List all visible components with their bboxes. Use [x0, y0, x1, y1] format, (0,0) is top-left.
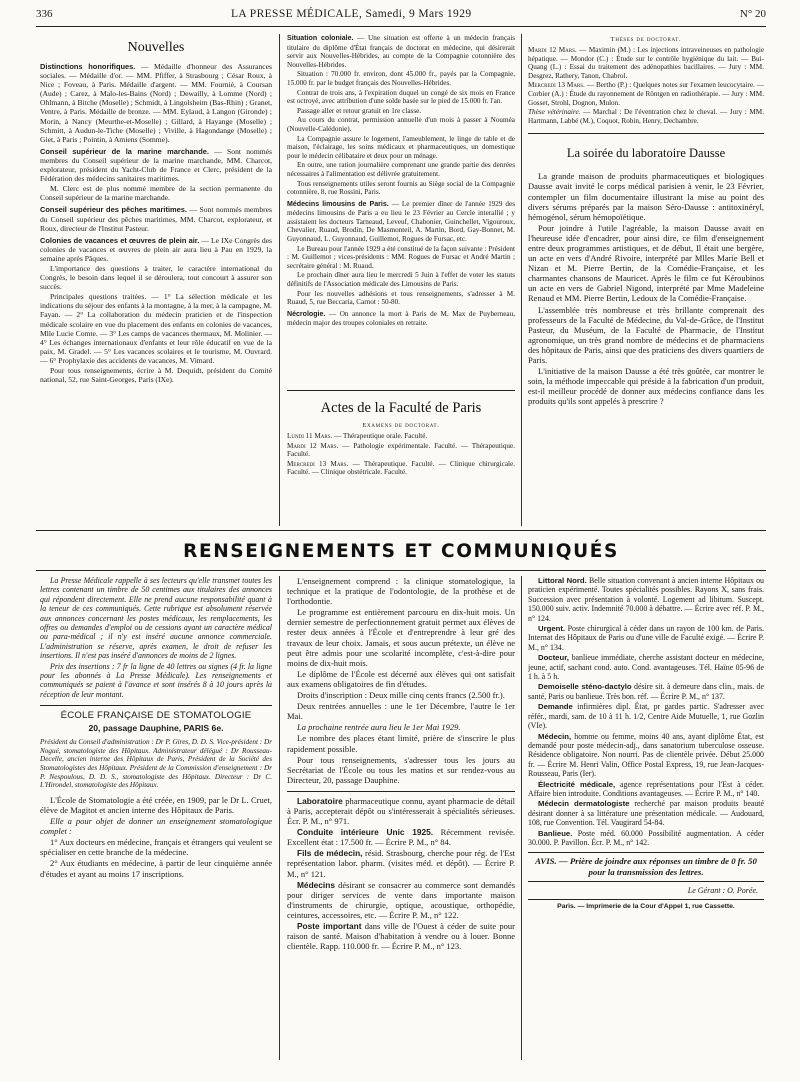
gerant-line: Le Gérant : O. Porée. [687, 886, 758, 896]
column-rule-1 [279, 34, 280, 526]
colonies-paragraph [40, 236, 272, 263]
mid-ads-rule [287, 791, 515, 792]
peches-paragraph [40, 205, 272, 232]
mid-p1: L'enseignement comprend : la clinique stomatologique, la technique et la pratique de l'odontologie, de la prothèse et de l'orthodontie. [287, 576, 515, 607]
renseignements-title: RENSEIGNEMENTS ET COMMUNIQUÉS [183, 541, 619, 562]
renseignements-intro [40, 576, 272, 661]
ad-mid-5-text: dans ville de l'Ouest à céder de suite pour raison de santé. Maison d'habitation à vendre ou à louer. Bonne clientèle. Rapp. 110.000 fr. — Écrire P. M., n° 123. [287, 921, 515, 952]
ad-right-9-text: Poste méd. 60.000 Possibilité augmentation. A céder 30.000. P. Pavillon. Écr. P. M., n° 142. [528, 828, 764, 847]
situation-body-5: Au cours du contrat, permission annuelle d'un mois à passer à Nouméa (Nouvelle-Calédonie). [287, 116, 515, 133]
marine-body-2: M. Clerc est de plus nommé membre de la section permanente du Conseil supérieur de la marine marchande. [40, 184, 272, 203]
ad-right-6-head: Médecin, [538, 731, 572, 741]
mid-p6: La prochaine rentrée aura lieu le 1er Mai 1929. [297, 722, 461, 733]
middle-column [287, 34, 515, 386]
these-1-text: — Maximin (M.) : Les injections intraveineuses en pathologie hépatique. — Mondor (C.) : Étude sur le contrôle hygiénique du lait. — Bui-Quang (L.) : Essai du traitement des adénopathies bacillaires. — Jury : MM. Desgrez, Rathery, Tanon, Chabrol. [528, 46, 764, 80]
necrologie-body: — On annonce la mort à Paris de M. Max de Puyberneau, médecin major des troupes coloniales en retraite. [287, 309, 515, 328]
ad-right-5-text: infirmières dipl. État, pr gardes partic. S'adresser avec référ., mardi, sam. de 10 à 11 h. 1/2, Centre Aide Mutuelle, 1, rue Gozlin (VIe). [528, 702, 764, 731]
situation-body-7: En outre, une ration journalière comprenant une grande partie des denrées nécessaires à l'alimentation est délivrée gratuitement. [287, 161, 515, 178]
faculte-item-3-text: — Thérapeutique. Faculté. — Clinique chirurgicale. Faculté. — Clinique obstétricale. Faculté. [287, 459, 515, 477]
ecole-p3: 1° Aux docteurs en médecine, français et étrangers qui veulent se spécialiser en cette branche de la médecine. [40, 837, 272, 858]
page-header [36, 8, 766, 24]
limousins-body-2: Le Bureau pour l'année 1929 a été constitué de la façon suivante : Président : M. Guillemot ; vices-présidents : MM. Rogues de Fursac et André Martin ; secrétaire général : M. Ruaud. [287, 244, 515, 270]
ad-right-1-head: Littoral Nord. [538, 576, 587, 585]
ad-right-7-head: Électricité médicale, [538, 779, 616, 789]
nouvelles-column [40, 36, 272, 526]
distinctions-heading: Distinctions honorifiques. [40, 62, 136, 71]
these-1-date: Mardi 12 Mars. [528, 46, 577, 54]
column-rule-4 [521, 576, 522, 1060]
ad-right-5 [528, 702, 764, 730]
page-number: 336 [36, 8, 53, 20]
ad-mid-3-text: résid. Strasbourg, cherche pour rég. de l'Est représentation labor. pharm. (visites méd. et dépôt). — Écrire P. M., n° 121. [287, 848, 515, 879]
necrologie-paragraph [287, 310, 515, 328]
distinctions-paragraph [40, 62, 272, 144]
soiree-p2: Pour joindre à l'utile l'agréable, la maison Dausse avait en l'heureuse idée d'encadrer, pour ainsi dire, ce film d'enseignement entre deux programmes artistiques, et de début, Il était une bergère, un acte en vers d'André Rivoire, interprété par Mlles Marie Bell et Nizan et M. Pierre Bertin, de la Comédie-Française, et les charmantes chansons de Mauricet. Après le film ce fut Kéroubinos un acte en vers de Gabriel Nigond, interprété par Mme Madeleine Renaud et MM. Pierre Bertin, Ledoux de la Comédie-Française. [528, 222, 764, 304]
mid-p8: Pour tous renseignements, s'adresser tous les jours au Secrétariat de l'École ou tous les matins et sur rendez-vous au Directeur, 20, passage Dauphine. [287, 754, 515, 785]
soiree-p4: L'initiative de la maison Dausse a été très goûtée, car montrer le soin, la méthode impeccable qui préside à la fabrication d'un produit, est-il meilleur procédé de donner aux médecins confiance dans les produits qu'ils sont appelés à prescrire ? [528, 366, 764, 407]
these-3 [528, 108, 764, 125]
peches-body: — Sont nommés membres du Conseil supérieur des pêches maritimes, MM. Charcot, explorateur, et Roux, directeur de l'Institut Pasteur. [40, 205, 272, 233]
faculte-item-1-date: Lundi 11 Mars. [287, 432, 333, 440]
mid-p5: Deux rentrées annuelles : une le 1er Décembre, l'autre le 1er Mai. [287, 701, 515, 722]
these-3-date: Thèse vétérinaire. [528, 108, 581, 117]
ad-right-6-text: homme ou femme, moins 40 ans, ayant diplôme État, est demandé pour poste médecin-adj., dans sanatorium tuberculose osseuse. Résidence obligatoire. Non nourri. Pas de clientèle privée. Début 25.000 fr. — Écrire M. Henri Valin, Office Postal Express, 19, rue Jean-Jacques-Rousseau, Paris (Ier). [528, 731, 764, 779]
ad-mid-2-head: Conduite intérieure Unic 1925. [297, 827, 434, 838]
ad-right-2-text: Poste chirurgical à céder dans un rayon de 100 km. de Paris. Internat des Hôpitaux de Paris ou d'une ville de Faculté exigé. — Écrire P. M., n° 134. [528, 624, 764, 652]
situation-body-3: Contrat de trois ans, à l'expiration duquel un congé de six mois en France est octroyé, avec attribution d'une solde basée sur le pied de 15.000 fr. l'an. [287, 88, 515, 106]
ad-mid-5 [287, 921, 515, 951]
faculte-subhead: Examens de doctorat. [362, 422, 440, 429]
colonies-heading: Colonies de vacances et œuvres de plein air. [40, 235, 200, 245]
avis-bottom-rule [528, 881, 764, 882]
column-rule-2 [521, 34, 522, 526]
ad-mid-4-text: désirant se consacrer au commerce sont demandés pour diriger services de vente dans importante maison d'instruments de chirurgie, optique, acoustique, orthopédie, ceintures, accessoires, etc. — Écrire P. M., n° 122. [287, 879, 515, 920]
mid-p2: Le programme est entièrement parcouru en dix-huit mois. Un dernier semestre de perfectionnement gratuit permet aux élèves de rester deux années à l'École et d'entreprendre à leur gré des travaux de leur choix. Jamais, et sous aucun prétexte, un élève ne peut être admis pour une scolarité incomplète, c'est-à-dire pour moins de dix-huit mois. [287, 607, 515, 668]
limousins-paragraph [287, 200, 515, 244]
mid-p4: Droits d'inscription : Deux mille cinq cents francs (2.500 fr.). [297, 690, 505, 701]
ad-mid-2 [287, 827, 515, 847]
ad-right-9 [528, 829, 764, 848]
situation-body-2: Situation : 70.000 fr. environ, dont 45.000 fr., payés par la Compagnie, 15.000 fr. par le budget français des Nouvelles-Hébrides. [287, 70, 515, 87]
ecole-address: 20, passage Dauphine, PARIS 6e. [88, 723, 224, 734]
limousins-heading: Médecins limousins de Paris. [287, 200, 389, 208]
soiree-p3: L'assemblée très nombreuse et très brillante comprenait des professeurs de la Faculté de Médecine, du Val-de-Grâce, de l'Institut Pasteur, du Muséum, de la Faculté de Pharmacie, de l'Institut agronomique, un très grand nombre de médecins et de pharmaciens des hôpitaux de Paris, ainsi que des praticiens des divers quartiers de Paris. [528, 304, 764, 366]
faculte-item-1-text: — Thérapeutique orale. Faculté. [334, 432, 428, 440]
ad-right-9-head: Banlieue. [538, 828, 573, 838]
these-3-text: — Marchal : De l'éventration chez le cheval. — Jury : MM. Hartmann, Labbé (M.), Coquot, Robin, Henry, Dechambre. [528, 108, 764, 125]
bottom-middle-column [287, 576, 515, 1076]
ad-right-8-text: recherché par maison produits beauté désirant donner à sa littérature une présentation médicale. — Audouard, 108, rue Convention. Tél. Vaugirard 54-84. [528, 799, 764, 828]
ad-mid-4 [287, 880, 515, 920]
header-rule [36, 26, 766, 27]
ad-right-3-text: banlieue immédiate, cherche assistant docteur en médecine, jeune, actif, sachant cond. auto. Cond. avantageuses. Tél. Haïne 05-96 de 1 h. à 5 h. [528, 653, 764, 682]
ad-mid-2-text: Récemment revisée. Excellent état : 17.500 fr. — Écrire P. M., n° 84. [287, 827, 515, 848]
bottom-right-column [528, 576, 764, 1076]
ad-mid-3-head: Fils de médecin, [297, 848, 363, 859]
faculte-item-3-date: Mercredi 13 Mars. [287, 459, 349, 468]
ecole-p4: 2° Aux étudiants en médecine, à partir de leur cinquième année d'études et ayant au moins 17 inscriptions. [40, 858, 272, 879]
mid-p7: Le nombre des places étant limité, prière de s'inscrire le plus rapidement possible. [287, 733, 515, 754]
ad-right-2-head: Urgent. [538, 624, 566, 634]
ad-right-4-head: Demoiselle sténo-dactylo [538, 682, 632, 692]
theses-subhead: Thèses de doctorat. [610, 36, 682, 43]
situation-body-8: Tous renseignements utiles seront fournis au Siège social de la Compagnie cotonnière, 8, rue Rossini, Paris. [287, 179, 515, 197]
these-2-date: Mercredi 13 Mars. [528, 81, 585, 90]
these-2-text: — Bertho (P.) : Quelques notes sur l'examen leucocytaire. — Corbier (A.) : Étude du rayonnement de Röntgen en radiothérapie. — Jury : MM. Gosset, Strohl, Dognon, Mulon. [528, 81, 764, 107]
imprimerie-line: Paris. — Imprimerie de la Cour d'Appel 1, rue Cassette. [557, 903, 735, 911]
issue-number: N° 20 [739, 8, 766, 20]
banner-bottom-rule [36, 570, 766, 571]
ad-right-4 [528, 682, 764, 701]
ad-right-3 [528, 653, 764, 681]
renseignements-intro-text: La Presse Médicale rappelle à ses lecteurs qu'elle transmet toutes les lettres contenant un timbre de 50 centimes aux titulaires des annonces qui répondent directement. Elle ne prend aucune responsabilité quant à la teneur de ces communiqués. Cette rubrique est absolument réservée aux annonces concernant les postes médicaux, les remplacements, les offres ou demandes d'emploi ou de cessions ayant un caractère médical ou para-médical ; il n'y est inséré aucune annonce commerciale. L'administration se réserve, après examen, le droit de refuser les insertions. Il n'est pas inséré d'annonces de moins de 2 lignes. [40, 576, 272, 661]
renseignements-prix: Prix des insertions : 7 fr la ligne de 40 lettres ou signes (4 fr. la ligne pour les abonnés à La Presse Médicale). Les renseignements et communiqués se paient à l'avance et sont insérés 8 à 10 jours après la réception de leur montant. [40, 661, 272, 699]
bottom-left-column [40, 576, 272, 1076]
faculte-item-1 [287, 432, 515, 441]
situation-body-6: La Compagnie assure le logement, l'ameublement, le linge de table et de maison, l'éclairage, les soins médicaux et pharmaceutiques, un domestique pour le médecin célibataire et deux pour un ménage. [287, 134, 515, 160]
column-rule-3 [279, 576, 280, 1060]
faculte-title: Actes de la Faculté de Paris [320, 400, 482, 416]
banner-top-rule [36, 530, 766, 531]
ecole-p2: Elle a pour objet de donner un enseignement stomatologique complet : [40, 816, 272, 837]
ad-mid-5-head: Poste important [297, 921, 362, 931]
journal-title: LA PRESSE MÉDICALE, Samedi, 9 Mars 1929 [231, 8, 472, 20]
ad-right-8-head: Médecin dermatologiste [538, 799, 630, 809]
these-2 [528, 81, 764, 107]
colonies-body-3: Principales questions traitées. — 1° La sélection médicale et les indications du séjour des enfants à la montagne, à la mer, à la campagne, M. Fayan. — 2° La collaboration du médecin praticien et de l'inspection médicale scolaire en vue du placement des enfants en colonies de vacances, Mlle Lucie Comte. — 3° Les camps de vacances thermaux, M. Molinier. — 4° Les échanges internationaux d'enfants et leur rôle éducatif en vue de la paix, M. Gradel. — 5° Les vacances scolaires et le tourisme, M. Ouvrard. — 6° Prophylaxie des accidents de vacances, M. Vimard. [40, 292, 272, 365]
marine-paragraph [40, 147, 272, 183]
limousins-body-3: Le prochain dîner aura lieu le mercredi 5 Juin à l'effet de voter les statuts définitifs de l'Association médicale des Limousins de Paris. [287, 271, 515, 289]
ad-mid-1-head: Laboratoire [297, 795, 343, 806]
situation-body: — Une situation est offerte à un médecin français titulaire du diplôme d'État français de doctorat en médecine, qui désirerait servir aux Nouvelles-Hébrides, au compte de la Compagnie cotonnière des Nouvelles-Hébrides. [287, 34, 515, 69]
situation-heading: Situation coloniale. [287, 35, 354, 42]
limousins-body: — Le premier dîner de l'année 1929 des médecins limousins de Paris a eu lieu le 23 Février au Cercle interallié ; y assistaient les docteurs Tarneaud, Leveuf, Chabonier, Guinchellet, Vigouroux, Chevalier, Ruaud, Brodin, De Masmonteil, A. Martin, Bord, Gay-Bonnet, M. Guyonnaud, L. Guyonnaud, Guillemot, Rogues de Fursac, etc. [287, 199, 515, 244]
faculte-item-3 [287, 460, 515, 477]
faculte-top-rule [287, 390, 515, 391]
faculte-item-2 [287, 442, 515, 459]
situation-paragraph [287, 34, 515, 69]
limousins-body-4: Pour les nouvelles adhésions et tous renseignements, s'adresser à M. Ruaud, 5, rue Beccaria, Carnot : 50-80. [287, 289, 515, 307]
ad-right-1 [528, 576, 764, 623]
ad-right-7 [528, 780, 764, 799]
marine-body: — Sont nommés membres du Conseil supérieur de la marine marchande, MM. Charcot, explorateur, président du Yacht-Club de France et Clerc, président de la Fédération des médecins sanitaires maritimes. [40, 146, 272, 184]
colonies-body: — Le IXe Congrès des colonies de vacances et œuvres de plein air aura lieu à Pau en 1929, la semaine après Pâques. [40, 235, 272, 263]
ad-right-6 [528, 732, 764, 779]
ad-mid-4-head: Médecins [297, 879, 335, 890]
faculte-item-2-date: Mardi 12 Mars. [287, 441, 339, 450]
faculte-section [287, 394, 515, 526]
soiree-p1: La grande maison de produits pharmaceutiques et biologiques Dausse avait invité le corps médical parisien à venir, le 23 Février, contempler un film documentaire illustrant la mise au point des divers sérums préparés par la maison Séro-Dausse : antitoxinéryl, hémogénol, sérum hémopoïétique. [528, 171, 764, 222]
avis-top-rule [528, 852, 764, 853]
ad-right-1-text: Belle situation convenant à ancien interne Hôpitaux ou praticien expérimenté. Toutes spécialités possibles. Rayons X, sans frais. Succession avec présentation à volonté. Logement ad libitum. Suscept. 150.000 suiv. activ. Indemnité 70.000 à débattre. — Écrire avec réf. P. M., n° 124. [528, 576, 764, 623]
ad-mid-1 [287, 796, 515, 826]
avis-notice: AVIS. — Prière de joindre aux réponses un timbre de 0 fr. 50 pour la transmission des lettres. [535, 856, 757, 877]
ecole-p1: L'École de Stomatologie a été créée, en 1909, par le Dr L. Cruet, élève de Magitot et ancien interne des Hôpitaux de Paris. [40, 794, 272, 815]
ad-mid-1-text: pharmaceutique connu, ayant pharmacie de détail à Paris, accepterait dépôt ou s'intéresserait à spécialités sérieuses. Écr. P. M., n° 971. [287, 795, 515, 827]
ad-right-7-text: agence représentations pour l'Est à céder. Affaire bien introduite. Conditions avantageuses. — Écrire P. M., n° 140. [528, 779, 764, 798]
soiree-top-rule [528, 133, 764, 134]
distinctions-body: — Médaille d'honneur des Assurances sociales. — Médaille d'or. — MM. Pfiffer, à Strasbourg ; César Roux, à Nice ; Foveau, à Paris. Médaille d'argent. — MM. Fournié, à Coursan (Aude) ; Carez, à Malo-les-Bains (Nord) ; Dewailly, à Lomme (Nord) ; Ohlmann, à Bitche (Moselle) ; Schmidt, à Lingolsheim (Bas-Rhin) ; Granet, Ventre, à Paris. Médaille de bronze. — MM. Eylaud, à Langon (Gironde) ; Morin, à Nancy (Meurthe-et-Moselle) ; Gillard, à Hayange (Moselle) ; Schmitt, à Audun-le-Tiche (Moselle) ; Viville, à Hagondange (Moselle) ; Giet, à Paris ; Pointin, à Amiens (Somme). [40, 62, 272, 144]
ad-right-2 [528, 624, 764, 652]
ecole-title: ÉCOLE FRANÇAISE DE STOMATOLOGIE [60, 710, 252, 722]
nouvelles-title: Nouvelles [127, 40, 185, 55]
situation-body-4: Passage aller et retour gratuit en 1re classe. [297, 106, 422, 115]
right-column [528, 34, 764, 526]
marine-heading: Conseil supérieur de la marine marchande. [40, 146, 209, 156]
ecole-top-rule [40, 705, 272, 706]
these-1 [528, 46, 764, 80]
ad-right-4-text: désire sit. à demeure dans clin., mais. de santé, Paris ou banlieue. Très bon. réf. — Écrire P. M., n° 137. [528, 682, 764, 701]
ad-right-3-head: Docteur, [538, 653, 569, 663]
peches-heading: Conseil supérieur des pêches maritimes. [40, 205, 187, 215]
imprimerie-top-rule [528, 899, 764, 900]
soiree-title: La soirée du laboratoire Dausse [566, 146, 726, 161]
colonies-body-2: L'importance des questions à traiter, le caractère international du Congrès, le besoin dans lequel il se déroulera, tout concourt à assurer son succès. [40, 263, 272, 292]
ad-right-5-head: Demande [538, 702, 573, 712]
mid-p3: Le diplôme de l'École est décerné aux élèves qui ont satisfait aux examens obligatoires de fin d'études. [287, 668, 515, 689]
faculte-item-2-text: — Pathologie expérimentale. Faculté. — Thérapeutique. Faculté. [287, 441, 515, 459]
necrologie-heading: Nécrologie. [287, 310, 326, 318]
ecole-staff: Président du Conseil d'administration : Dr P. Gires, D. D. S. Vice-président : Dr Nogué, stomatologiste des Hôpitaux. Administrateur délégué : Dr Rousseau-Decelle, ancien interne des Hôpitaux de Paris, Président de la Société des Stomatologistes des Hôpitaux. Président de la Commission d'enseignement : Dr P. Nespoulous, D. D. S., stomatologiste des Hôpitaux. Directeur : Dr C. L'Hirondel, stomatologiste des Hôpitaux. [40, 738, 272, 790]
ad-right-8 [528, 799, 764, 827]
ad-mid-3 [287, 848, 515, 878]
colonies-body-4: Pour tous renseignements, écrire à M. Dequidt, président du Comité national, 52, rue Saint-Georges, Paris (IXe). [40, 366, 272, 385]
